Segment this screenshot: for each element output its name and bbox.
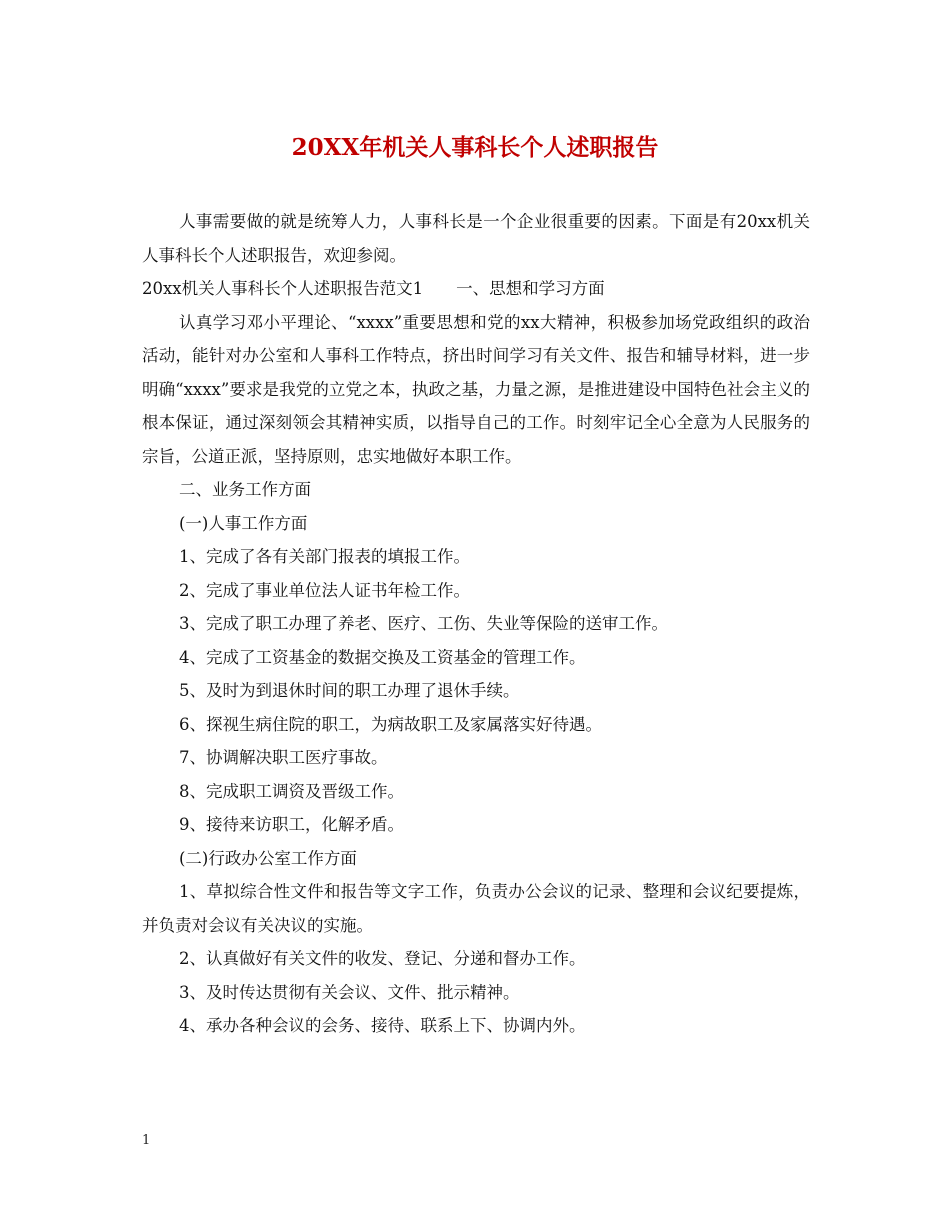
list-item: 9、接待来访职工，化解矛盾。 (179, 815, 404, 834)
page-number: 1 (142, 1133, 151, 1148)
heading-personnel-work: (一)人事工作方面 (179, 513, 308, 533)
list-item: 6、探视生病住院的职工，为病故职工及家属落实好待遇。 (179, 714, 602, 734)
heading-business-work: 二、业务工作方面 (179, 480, 311, 499)
list-item: 4、完成了工资基金的数据交换及工资基金的管理工作。 (179, 647, 586, 667)
list-item: 4、承办各种会议的会务、接待、联系上下、协调内外。 (179, 1016, 586, 1035)
heading-admin-office-work: (二)行政办公室工作方面 (179, 848, 357, 868)
list-item: 1、完成了各有关部门报表的填报工作。 (179, 547, 470, 566)
paragraph-intro: 人事需要做的就是统筹人力，人事科长是一个企业很重要的因素。下面是有20xx机关人事科长个人述职报告，欢迎参阅。 (142, 212, 810, 265)
list-item: 2、认真做好有关文件的收发、登记、分递和督办工作。 (179, 949, 586, 968)
list-item: 5、及时为到退休时间的职工办理了退休手续。 (179, 681, 520, 700)
list-item: 8、完成职工调资及晋级工作。 (179, 781, 404, 801)
list-item: 2、完成了事业单位法人证书年检工作。 (179, 580, 470, 600)
document-body (142, 205, 810, 1043)
list-item: 3、及时传达贯彻有关会议、文件、批示精神。 (179, 982, 520, 1002)
list-item: 1、草拟综合性文件和报告等文字工作，负责办公会议的记录、整理和会议纪要提炼，并负责对会议有关决议的实施。 (142, 882, 810, 935)
paragraph-ideology-study: 认真学习邓小平理论、“xxxx”重要思想和党的xx大精神，积极参加场党政组织的政治活动，能针对办公室和人事科工作特点，挤出时间学习有关文件、报告和辅导材料，进一步明确“xxxx”要求是我党的立党之本，执政之基，力量之源，是推进建设中国特色社会主义的根本保证，通过深刻领会其精神实质，以指导自己的工作。时刻牢记全心全意为人民服务的宗旨，公道正派，坚持原则，忠实地做好本职工作。 (142, 312, 810, 466)
list-item: 7、协调解决职工医疗事故。 (179, 748, 388, 767)
list-item: 3、完成了职工办理了养老、医疗、工伤、失业等保险的送审工作。 (179, 614, 668, 633)
paragraph-section-heading: 20xx机关人事科长个人述职报告范文1 一、思想和学习方面 (142, 279, 605, 298)
document-title: 20XX年机关人事科长个人述职报告 (291, 134, 659, 161)
